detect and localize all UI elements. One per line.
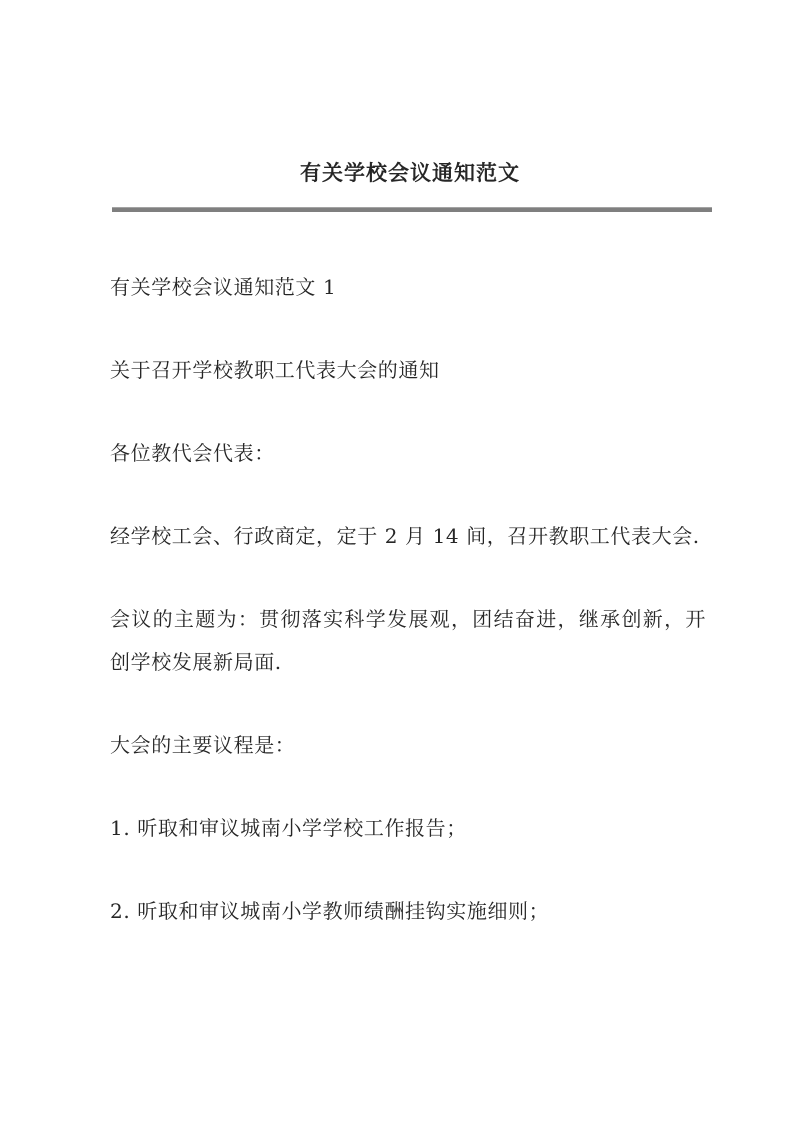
paragraph-agenda-intro: 大会的主要议程是： [110, 733, 296, 757]
document-title: 有关学校会议通知范文 [300, 160, 520, 185]
paragraph-agenda-item-1: 1. 听取和审议城南小学学校工作报告； [110, 816, 467, 840]
paragraph-agenda-item-2: 2. 听取和审议城南小学教师绩酬挂钩实施细则； [110, 899, 550, 923]
title-divider [112, 207, 712, 212]
paragraph-meeting-theme: 会议的主题为：贯彻落实科学发展观，团结奋进，继承创新，开创学校发展新局面. [110, 607, 706, 674]
paragraph-meeting-date: 经学校工会、行政商定，定于 2 月 14 间，召开教职工代表大会. [110, 524, 700, 548]
document-body [110, 266, 706, 973]
paragraph-salutation: 各位教代会代表： [110, 441, 275, 465]
paragraph-heading-1: 有关学校会议通知范文 1 [110, 275, 337, 299]
paragraph-notice-title: 关于召开学校教职工代表大会的通知 [110, 358, 440, 382]
